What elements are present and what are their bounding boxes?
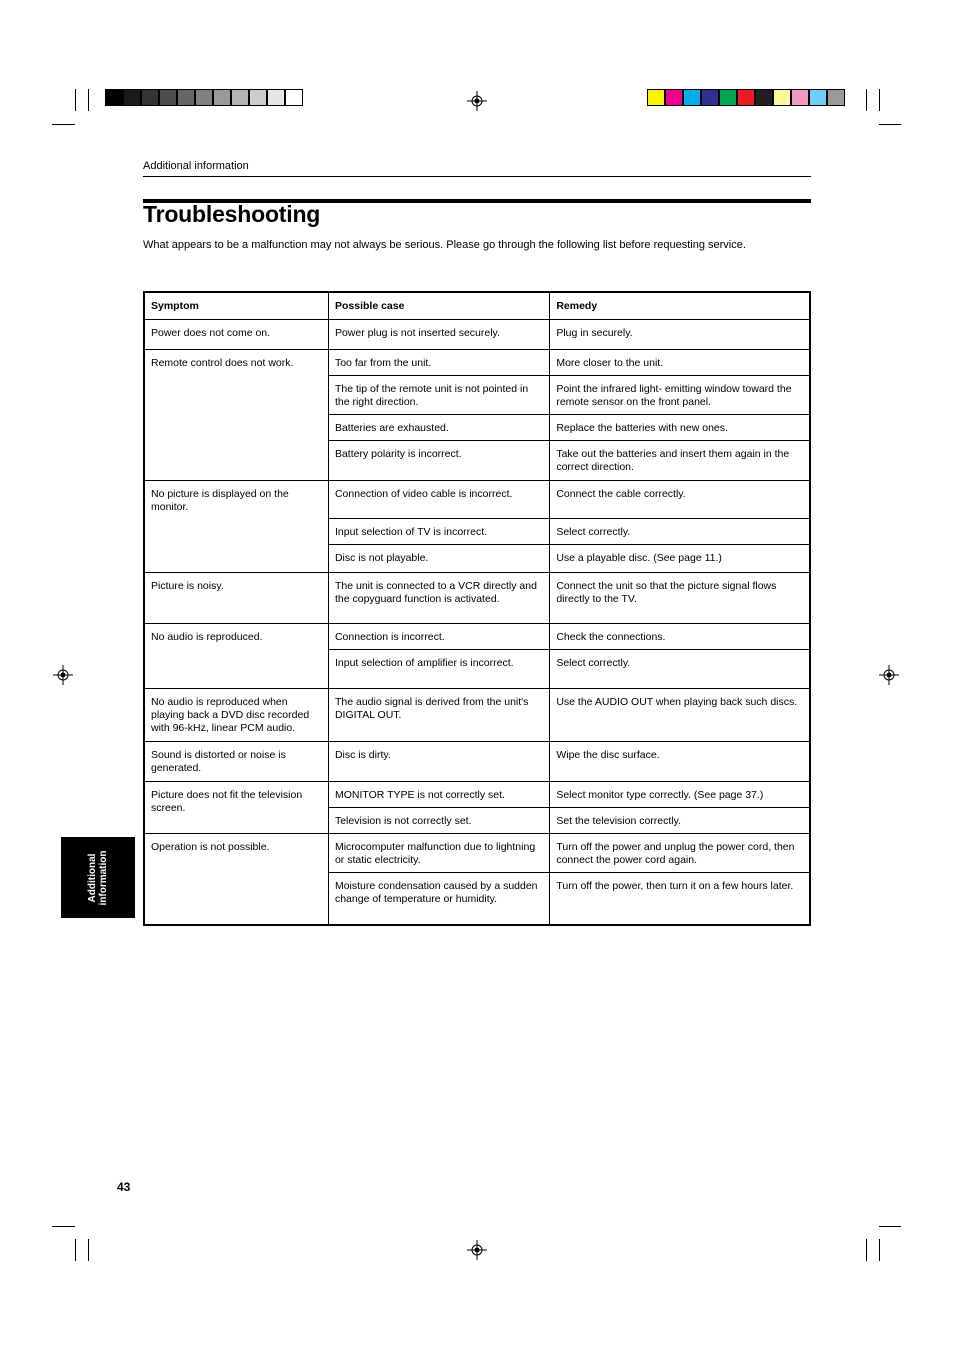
possible-case-cell: Microcomputer malfunction due to lightning or static electricity. bbox=[328, 833, 549, 872]
remedy-cell: Select correctly. bbox=[550, 649, 810, 688]
symptom-cell: No audio is reproduced when playing back a DVD disc recorded with 96-kHz, linear PCM audio. bbox=[144, 688, 328, 741]
symptom-cell: Remote control does not work. bbox=[144, 349, 328, 480]
table-row bbox=[144, 781, 810, 807]
symptom-cell: Power does not come on. bbox=[144, 319, 328, 349]
table-row bbox=[144, 480, 810, 518]
color-swatch bbox=[665, 89, 683, 106]
color-swatch bbox=[701, 89, 719, 106]
remedy-cell: Use a playable disc. (See page 11.) bbox=[550, 544, 810, 572]
gray-calibration-bar bbox=[105, 89, 303, 106]
remedy-cell: Check the connections. bbox=[550, 623, 810, 649]
symptom-cell: Sound is distorted or noise is generated. bbox=[144, 741, 328, 781]
registration-crosshair-icon bbox=[467, 1240, 487, 1260]
remedy-cell: Select correctly. bbox=[550, 518, 810, 544]
crop-mark bbox=[52, 124, 75, 125]
gray-swatch bbox=[123, 89, 141, 106]
possible-case-cell: Input selection of TV is incorrect. bbox=[328, 518, 549, 544]
symptom-cell: Picture does not fit the television screen. bbox=[144, 781, 328, 833]
gray-swatch bbox=[159, 89, 177, 106]
remedy-cell: Take out the batteries and insert them again in the correct direction. bbox=[550, 440, 810, 480]
symptom-cell: Picture is noisy. bbox=[144, 572, 328, 623]
color-swatch bbox=[773, 89, 791, 106]
column-header-symptom: Symptom bbox=[144, 292, 328, 319]
color-swatch bbox=[755, 89, 773, 106]
registration-crosshair-icon bbox=[53, 665, 73, 685]
remedy-cell: Use the AUDIO OUT when playing back such discs. bbox=[550, 688, 810, 741]
table-row bbox=[144, 319, 810, 349]
crop-mark bbox=[52, 1226, 75, 1227]
possible-case-cell: MONITOR TYPE is not correctly set. bbox=[328, 781, 549, 807]
color-swatch bbox=[827, 89, 845, 106]
remedy-cell: Connect the unit so that the picture signal flows directly to the TV. bbox=[550, 572, 810, 623]
possible-case-cell: Connection is incorrect. bbox=[328, 623, 549, 649]
symptom-cell: Operation is not possible. bbox=[144, 833, 328, 925]
gray-swatch bbox=[105, 89, 123, 106]
crop-mark bbox=[75, 89, 76, 111]
color-swatch bbox=[791, 89, 809, 106]
intro-paragraph: What appears to be a malfunction may not always be serious. Please go through the following list before requesting service. bbox=[143, 239, 746, 251]
header-rule bbox=[143, 176, 811, 177]
possible-case-cell: Television is not correctly set. bbox=[328, 807, 549, 833]
table-row bbox=[144, 349, 810, 375]
crop-mark bbox=[75, 1239, 76, 1261]
remedy-cell: Wipe the disc surface. bbox=[550, 741, 810, 781]
color-swatch bbox=[809, 89, 827, 106]
registration-crosshair-icon bbox=[467, 91, 487, 111]
possible-case-cell: The audio signal is derived from the unit's DIGITAL OUT. bbox=[328, 688, 549, 741]
crop-mark bbox=[879, 1226, 901, 1227]
remedy-cell: Select monitor type correctly. (See page 37.) bbox=[550, 781, 810, 807]
color-calibration-bar bbox=[647, 89, 845, 106]
gray-swatch bbox=[195, 89, 213, 106]
table-row bbox=[144, 833, 810, 872]
gray-swatch bbox=[231, 89, 249, 106]
possible-case-cell: Too far from the unit. bbox=[328, 349, 549, 375]
possible-case-cell: The tip of the remote unit is not pointed in the right direction. bbox=[328, 375, 549, 414]
remedy-cell: Turn off the power, then turn it on a few hours later. bbox=[550, 872, 810, 925]
crop-mark bbox=[879, 1239, 880, 1261]
color-swatch bbox=[719, 89, 737, 106]
side-tab-label: Additional information bbox=[87, 850, 109, 905]
possible-case-cell: The unit is connected to a VCR directly and the copyguard function is activated. bbox=[328, 572, 549, 623]
table-row bbox=[144, 741, 810, 781]
possible-case-cell: Input selection of amplifier is incorrect. bbox=[328, 649, 549, 688]
remedy-cell: Replace the batteries with new ones. bbox=[550, 414, 810, 440]
table-row bbox=[144, 572, 810, 623]
symptom-cell: No picture is displayed on the monitor. bbox=[144, 480, 328, 572]
remedy-cell: Connect the cable correctly. bbox=[550, 480, 810, 518]
column-header-possible-case: Possible case bbox=[328, 292, 549, 319]
column-header-remedy: Remedy bbox=[550, 292, 810, 319]
gray-swatch bbox=[213, 89, 231, 106]
section-label: Additional information bbox=[143, 160, 249, 172]
possible-case-cell: Disc is not playable. bbox=[328, 544, 549, 572]
gray-swatch bbox=[249, 89, 267, 106]
table-header-row bbox=[144, 292, 810, 319]
remedy-cell: Plug in securely. bbox=[550, 319, 810, 349]
crop-mark bbox=[88, 1239, 89, 1261]
gray-swatch bbox=[141, 89, 159, 106]
symptom-cell: No audio is reproduced. bbox=[144, 623, 328, 688]
remedy-cell: Turn off the power and unplug the power cord, then connect the power cord again. bbox=[550, 833, 810, 872]
possible-case-cell: Moisture condensation caused by a sudden change of temperature or humidity. bbox=[328, 872, 549, 925]
crop-mark bbox=[879, 89, 880, 111]
color-swatch bbox=[683, 89, 701, 106]
crop-mark bbox=[866, 89, 867, 111]
page-title: Troubleshooting bbox=[143, 201, 321, 227]
crop-mark bbox=[88, 89, 89, 111]
remedy-cell: Set the television correctly. bbox=[550, 807, 810, 833]
color-swatch bbox=[647, 89, 665, 106]
troubleshooting-table bbox=[143, 291, 811, 926]
crop-mark bbox=[879, 124, 901, 125]
gray-swatch bbox=[285, 89, 303, 106]
registration-crosshair-icon bbox=[879, 665, 899, 685]
section-side-tab bbox=[61, 837, 135, 918]
table-row bbox=[144, 623, 810, 649]
page-number: 43 bbox=[117, 1180, 131, 1194]
remedy-cell: Point the infrared light- emitting window toward the remote sensor on the front panel. bbox=[550, 375, 810, 414]
possible-case-cell: Batteries are exhausted. bbox=[328, 414, 549, 440]
possible-case-cell: Disc is dirty. bbox=[328, 741, 549, 781]
possible-case-cell: Power plug is not inserted securely. bbox=[328, 319, 549, 349]
remedy-cell: More closer to the unit. bbox=[550, 349, 810, 375]
table-row bbox=[144, 688, 810, 741]
possible-case-cell: Battery polarity is incorrect. bbox=[328, 440, 549, 480]
color-swatch bbox=[737, 89, 755, 106]
crop-mark bbox=[866, 1239, 867, 1261]
gray-swatch bbox=[177, 89, 195, 106]
possible-case-cell: Connection of video cable is incorrect. bbox=[328, 480, 549, 518]
gray-swatch bbox=[267, 89, 285, 106]
